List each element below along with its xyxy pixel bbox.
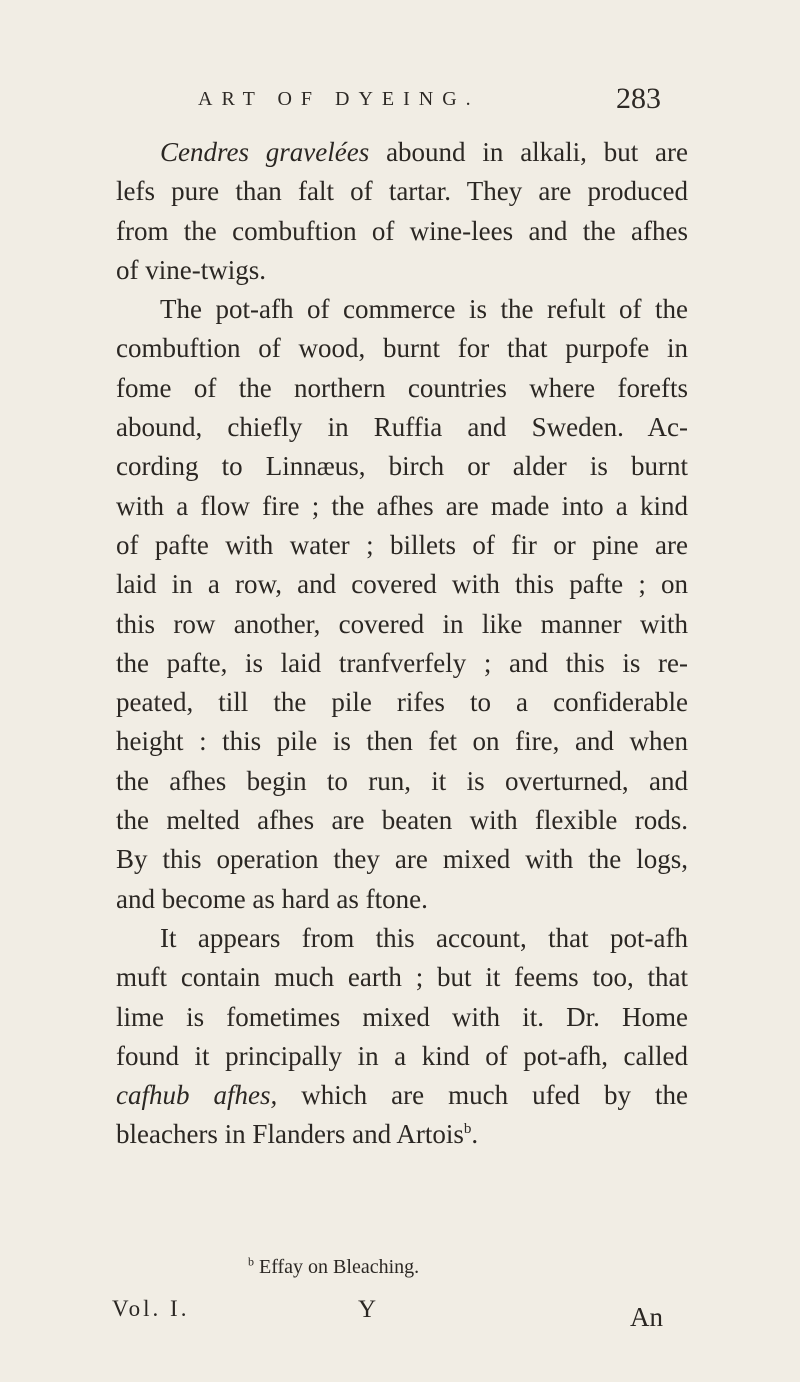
italic-term: Cendres gravelées <box>160 137 370 167</box>
text-line: and become as hard as ftone. <box>116 883 428 914</box>
footnote <box>248 1256 419 1279</box>
body-text <box>116 133 688 1155</box>
running-head <box>0 84 800 124</box>
text-run: . <box>471 1119 479 1150</box>
text-line: lime is fometimes mixed with it. Dr. Home <box>116 1001 688 1032</box>
text-line <box>116 1076 688 1115</box>
text-line: of pafte with water ; billets of fir or pine are <box>116 529 688 560</box>
text-line: muft contain much earth ; but it feems too, that <box>116 962 688 993</box>
footnote-text: Effay on Bleaching. <box>259 1256 420 1278</box>
text-line: By this operation they are mixed with the logs, <box>116 844 688 875</box>
text-line: It appears from this account, that pot-afh <box>160 922 688 953</box>
text-line <box>116 133 688 172</box>
text-line: the afhes begin to run, it is overturned, and <box>116 765 688 796</box>
text-line: height : this pile is then fet on fire, and when <box>116 726 688 757</box>
text-line: the melted afhes are beaten with flexible rods. <box>116 805 688 836</box>
text-line: with a flow fire ; the afhes are made into a kind <box>116 490 688 521</box>
text-line: from the combuftion of wine-lees and the afhes <box>116 215 688 246</box>
text-line: abound, chiefly in Ruffia and Sweden. Ac- <box>116 412 688 443</box>
text-line: lefs pure than falt of tartar. They are produced <box>116 176 688 207</box>
footnote-ref: b <box>463 1121 472 1138</box>
text-line: peated, till the pile rifes to a confiderable <box>116 687 688 718</box>
volume-label: Vol. I. <box>112 1296 190 1321</box>
text-line: of vine-twigs. <box>116 254 266 285</box>
text-line: The pot-afh of commerce is the refult of the <box>160 294 688 325</box>
text-line: fome of the northern countries where forefts <box>116 372 688 403</box>
text-run: bleachers in Flanders and Artois <box>116 1119 464 1150</box>
text-line: this row another, covered in like manner with <box>116 608 688 639</box>
page-number: 283 <box>616 82 661 115</box>
text-run: which are much ufed by the <box>277 1080 689 1111</box>
page-footer <box>0 1296 800 1336</box>
text-run: abound in alkali, but are <box>369 137 688 167</box>
text-line: combuftion of wood, burnt for that purpofe in <box>116 333 688 364</box>
text-line <box>116 1115 688 1154</box>
footnote-marker: b <box>248 1254 254 1269</box>
catchword: An <box>630 1302 663 1332</box>
text-line: laid in a row, and covered with this pafte ; on <box>116 569 688 600</box>
text-line: found it principally in a kind of pot-afh, called <box>116 1040 688 1071</box>
text-line: the pafte, is laid tranfverfely ; and this is re- <box>116 647 688 678</box>
running-title: ART OF DYEING. <box>198 88 480 110</box>
text-line: cording to Linnæus, birch or alder is burnt <box>116 451 688 482</box>
signature-mark: Y <box>358 1296 377 1323</box>
italic-term: cafhub afhes, <box>116 1080 278 1111</box>
